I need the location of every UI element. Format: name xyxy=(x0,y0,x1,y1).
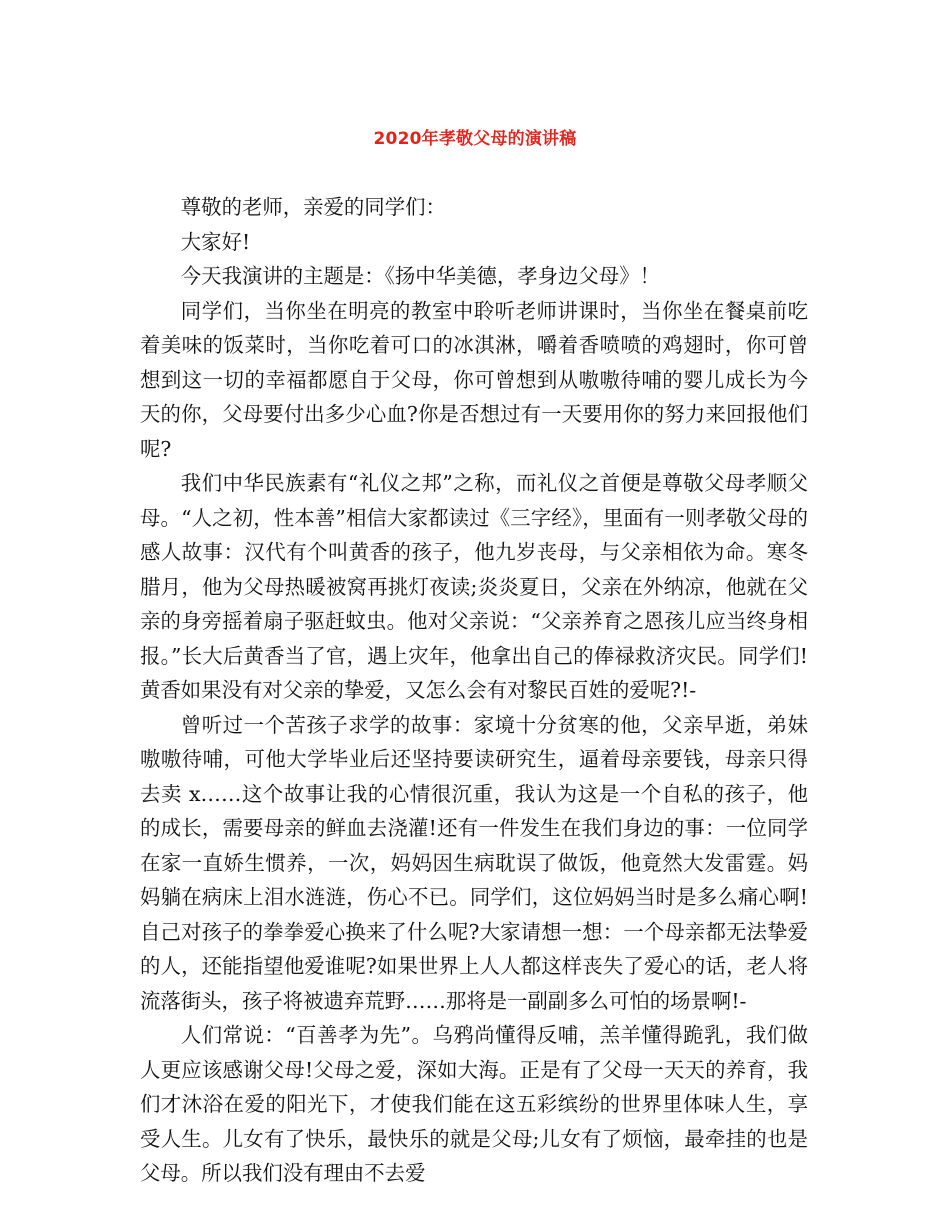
document-body xyxy=(140,190,808,1191)
paragraph-body-4: 人们常说：“百善孝为先”。乌鸦尚懂得反哺，羔羊懂得跪乳，我们做人更应该感谢父母!父母之爱，深如大海。正是有了父母一天天的养育，我们才沐浴在爱的阳光下，才使我们能在这五彩缤纷的世界里体味人生，享受人生。儿女有了快乐，最快乐的就是父母;儿女有了烦恼，最牵挂的也是父母。所以我们没有理由不去爱 xyxy=(140,1023,808,1185)
document-title: 2020年孝敬父母的演讲稿 xyxy=(373,129,577,149)
paragraph-salutation: 尊敬的老师，亲爱的同学们： xyxy=(180,195,446,219)
paragraph-body-1: 同学们，当你坐在明亮的教室中聆听老师讲课时，当你坐在餐桌前吃着美味的饭菜时，当你吃着可口的冰淇淋，嚼着香喷喷的鸡翅时，你可曾想到这一切的幸福都愿自于父母，你可曾想到从嗷嗷待哺的婴儿成长为今天的你，父母要付出多少心血?你是否想过有一天要用你的努力来回报他们呢? xyxy=(140,298,808,461)
paragraph-body-3: 曾听过一个苦孩子求学的故事：家境十分贫寒的他，父亲早逝，弟妹嗷嗷待哺，可他大学毕业后还坚持要读研究生，逼着母亲要钱，母亲只得去卖 x……这个故事让我的心情很沉重，我认为这是一个自私的孩子，他的成长，需要母亲的鲜血去浇灌!还有一件发生在我们身边的事：一位同学在家一直娇生惯养，一次，妈妈因生病耽误了做饭，他竟然大发雷霆。妈妈躺在病床上泪水涟涟，伤心不已。同学们，这位妈妈当时是多么痛心啊!自己对孩子的拳拳爱心换来了什么呢?大家请想一想：一个母亲都无法挚爱的人，还能指望他爱谁呢?如果世界上人人都这样丧失了爱心的话，老人将流落街头，孩子将被遗弃荒野……那将是一副副多么可怕的场景啊!- xyxy=(140,712,808,1013)
paragraph-greeting: 大家好! xyxy=(180,229,251,254)
paragraph-topic: 今天我演讲的主题是：《扬中华美德，孝身边父母》！ xyxy=(180,264,660,288)
paragraph-body-2: 我们中华民族素有“礼仪之邦”之称，而礼仪之首便是尊敬父母孝顺父母。“人之初，性本善”相信大家都读过《三字经》，里面有一则孝敬父母的感人故事：汉代有个叫黄香的孩子，他九岁丧母，与父亲相依为命。寒冬腊月，他为父母热暖被窝再挑灯夜读;炎炎夏日，父亲在外纳凉，他就在父亲的身旁摇着扇子驱赶蚊虫。他对父亲说：“父亲养育之恩孩儿应当终身相报。”长大后黄香当了官，遇上灾年，他拿出自己的俸禄救济灾民。同学们!黄香如果没有对父亲的挚爱，又怎么会有对黎民百姓的爱呢?!- xyxy=(140,471,808,702)
